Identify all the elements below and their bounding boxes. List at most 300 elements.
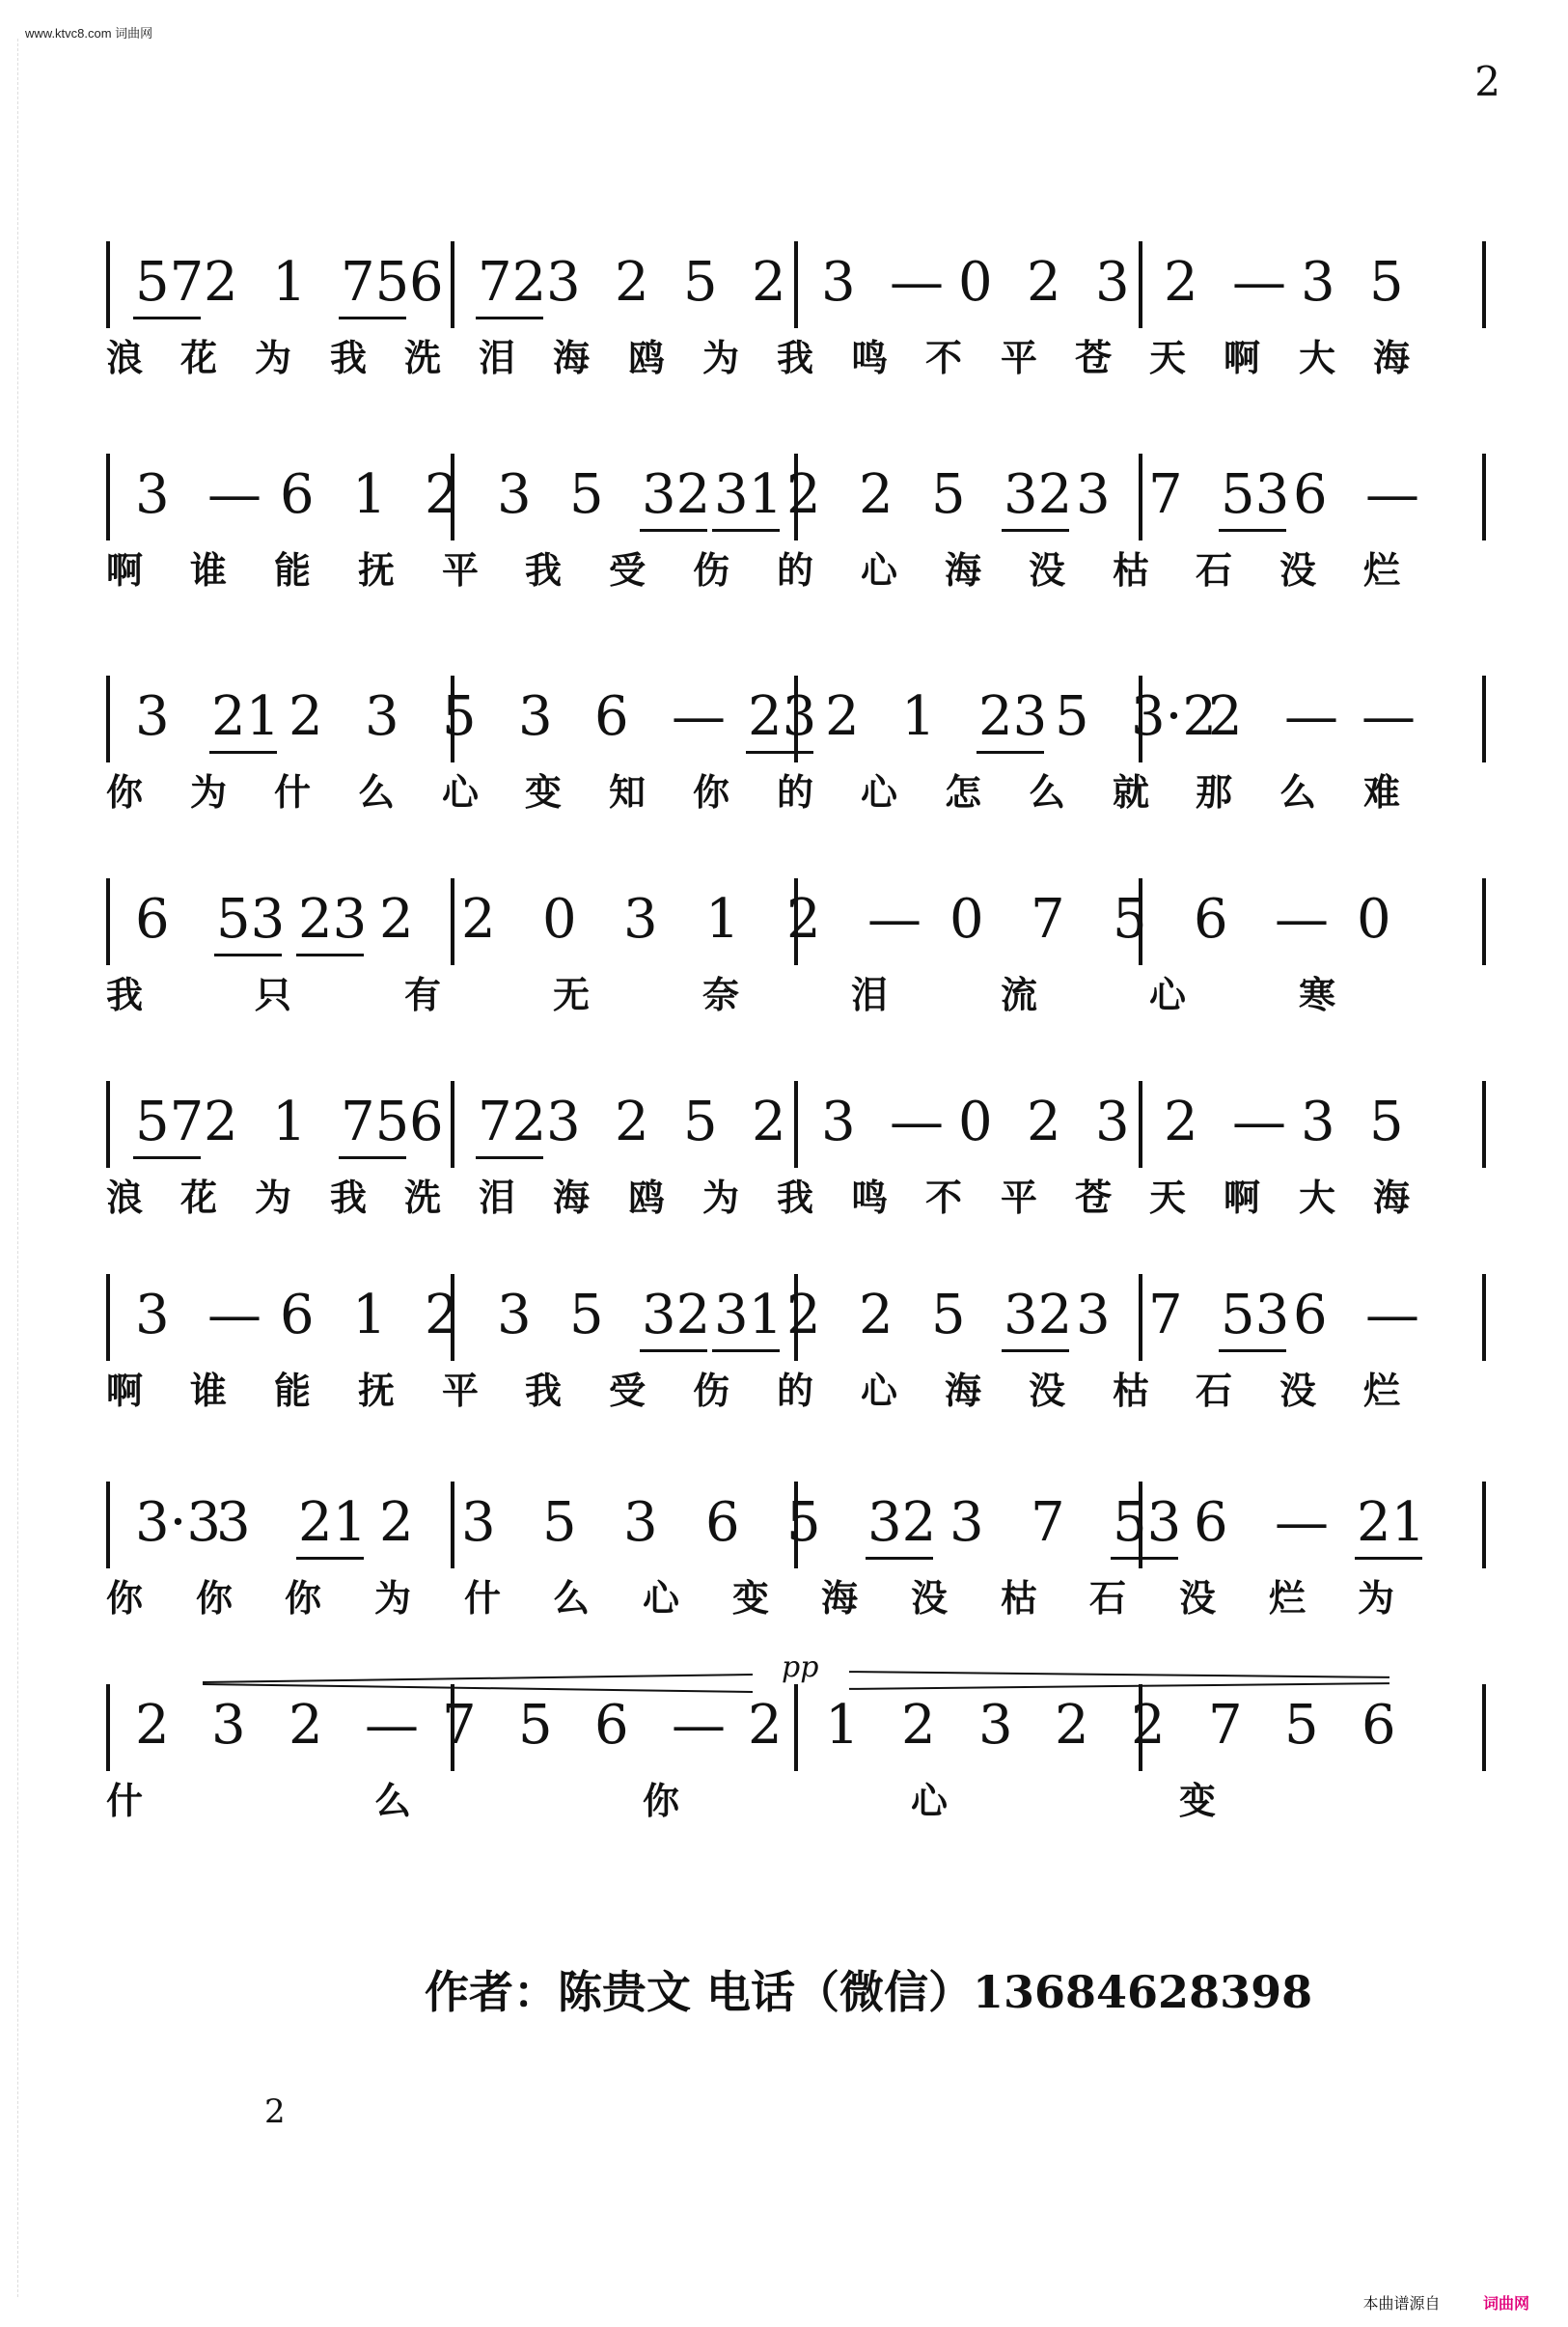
barline bbox=[1482, 1274, 1486, 1361]
lyric-char: 花 bbox=[180, 1176, 218, 1219]
note: 3 bbox=[1076, 1284, 1111, 1346]
author-contact-line: 作者：陈贵文 电话（微信）13684628398 bbox=[425, 1966, 1313, 2018]
note: 53 bbox=[216, 888, 286, 951]
note: 5 bbox=[683, 1091, 718, 1153]
note: 2 bbox=[1131, 1694, 1166, 1757]
lyric-char: 心 bbox=[643, 1576, 680, 1620]
lyric-char: 泪 bbox=[479, 336, 516, 379]
note: 1 bbox=[272, 251, 307, 314]
note: 2 bbox=[204, 1091, 238, 1153]
lyric-char: 泪 bbox=[851, 973, 889, 1016]
eighth-underline bbox=[866, 1557, 933, 1560]
lyric-char: 浪 bbox=[106, 336, 144, 379]
lyric-char: 没 bbox=[1279, 1369, 1317, 1412]
notes-row bbox=[106, 1482, 1486, 1568]
note: 2 bbox=[289, 1694, 323, 1757]
note: 53 bbox=[1221, 463, 1290, 526]
lyric-char: 为 bbox=[702, 1176, 740, 1219]
note: 57 bbox=[135, 1091, 205, 1153]
notes-row bbox=[106, 878, 1486, 965]
lyric-char: 变 bbox=[1179, 1779, 1217, 1822]
note: 2 bbox=[859, 463, 894, 526]
note: 3 bbox=[211, 1694, 246, 1757]
note: 6 bbox=[280, 1284, 315, 1346]
lyric-char: 我 bbox=[777, 336, 814, 379]
note: — bbox=[207, 463, 261, 526]
note: 21 bbox=[298, 1491, 368, 1554]
note: 6 bbox=[1194, 1491, 1228, 1554]
barline bbox=[1482, 1684, 1486, 1771]
note: 23 bbox=[978, 685, 1048, 748]
note: 7 bbox=[442, 1694, 477, 1757]
lyric-char: 为 bbox=[255, 336, 292, 379]
lyric-char: 没 bbox=[1029, 548, 1066, 592]
note: 1 bbox=[272, 1091, 307, 1153]
note: 3 bbox=[546, 1091, 581, 1153]
note: 3 bbox=[1301, 251, 1335, 314]
lyric-char: 石 bbox=[1089, 1576, 1127, 1620]
page-number-bottom: 2 bbox=[264, 2092, 286, 2131]
note: 3 bbox=[135, 463, 170, 526]
eighth-underline bbox=[209, 751, 277, 754]
lyric-char: 啊 bbox=[106, 1369, 144, 1412]
lyric-char: 烂 bbox=[1269, 1576, 1307, 1620]
lyric-char: 受 bbox=[609, 548, 646, 592]
note: — bbox=[365, 1694, 419, 1757]
lyric-char: 你 bbox=[643, 1779, 680, 1822]
note: 32 bbox=[867, 1491, 937, 1554]
note: 2 bbox=[752, 251, 786, 314]
note: 21 bbox=[1357, 1491, 1426, 1554]
lyric-char: 什 bbox=[106, 1779, 144, 1822]
lyric-char: 平 bbox=[1001, 1176, 1038, 1219]
lyric-char: 我 bbox=[330, 1176, 368, 1219]
lyric-char: 为 bbox=[190, 770, 228, 814]
lyric-char: 你 bbox=[693, 770, 730, 814]
note: — bbox=[1275, 1491, 1329, 1554]
note: 3 bbox=[546, 251, 581, 314]
barline bbox=[106, 878, 110, 965]
note: 2 bbox=[786, 463, 821, 526]
note: 6 bbox=[280, 463, 315, 526]
note: 6 bbox=[705, 1491, 740, 1554]
note: 6 bbox=[594, 1694, 629, 1757]
barline bbox=[1482, 1081, 1486, 1168]
eighth-underline bbox=[1111, 1557, 1178, 1560]
note: 6 bbox=[594, 685, 629, 748]
lyric-char: 没 bbox=[1279, 548, 1317, 592]
lyric-char: 鸣 bbox=[851, 336, 889, 379]
note: 23 bbox=[748, 685, 817, 748]
note: 31 bbox=[714, 463, 784, 526]
lyric-char: 啊 bbox=[1224, 336, 1261, 379]
eighth-underline bbox=[1219, 1349, 1286, 1352]
barline bbox=[1482, 241, 1486, 328]
lyric-char: 海 bbox=[945, 548, 982, 592]
lyric-char: 我 bbox=[525, 548, 563, 592]
notes-row bbox=[106, 454, 1486, 540]
lyric-char: 心 bbox=[1149, 973, 1187, 1016]
note: 2 bbox=[901, 1694, 936, 1757]
note: 6 bbox=[135, 888, 170, 951]
lyric-char: 鸥 bbox=[628, 1176, 666, 1219]
eighth-underline bbox=[296, 1557, 364, 1560]
note: 2 bbox=[752, 1091, 786, 1153]
notes-row bbox=[106, 1081, 1486, 1168]
lyric-char: 变 bbox=[525, 770, 563, 814]
decrescendo-hairpin-upper bbox=[849, 1671, 1389, 1678]
barline bbox=[1482, 878, 1486, 965]
note: 53 bbox=[1113, 1491, 1182, 1554]
note: 3 bbox=[1301, 1091, 1335, 1153]
barline bbox=[451, 878, 454, 965]
note: — bbox=[890, 1091, 944, 1153]
note: 3 bbox=[821, 1091, 856, 1153]
note: — bbox=[1232, 251, 1286, 314]
lyric-char: 石 bbox=[1196, 1369, 1233, 1412]
lyric-char: 么 bbox=[1029, 770, 1066, 814]
barline bbox=[106, 1081, 110, 1168]
lyric-char: 无 bbox=[553, 973, 591, 1016]
eighth-underline bbox=[214, 954, 282, 956]
note: 3 bbox=[1095, 1091, 1130, 1153]
lyric-char: 奈 bbox=[702, 973, 740, 1016]
note: 1 bbox=[705, 888, 740, 951]
note: 5 bbox=[569, 463, 604, 526]
lyric-char: 石 bbox=[1196, 548, 1233, 592]
score-system bbox=[106, 1482, 1486, 1626]
score-system bbox=[106, 241, 1486, 386]
barline bbox=[106, 1684, 110, 1771]
notes-row bbox=[106, 1684, 1486, 1771]
note: 3 bbox=[949, 1491, 984, 1554]
note: 2 bbox=[461, 888, 496, 951]
lyric-char: 为 bbox=[374, 1576, 412, 1620]
lyric-char: 为 bbox=[255, 1176, 292, 1219]
barline bbox=[451, 241, 454, 328]
lyric-char: 抚 bbox=[358, 548, 396, 592]
lyric-char: 心 bbox=[861, 1369, 898, 1412]
score-system bbox=[106, 454, 1486, 598]
note: — bbox=[1232, 1091, 1286, 1153]
lyric-char: 只 bbox=[255, 973, 292, 1016]
lyric-char: 枯 bbox=[1001, 1576, 1038, 1620]
lyric-char: 的 bbox=[777, 548, 814, 592]
note: 0 bbox=[949, 888, 984, 951]
notes-row bbox=[106, 1274, 1486, 1361]
lyric-char: 枯 bbox=[1113, 1369, 1150, 1412]
note: 32 bbox=[1004, 1284, 1073, 1346]
lyrics-row bbox=[106, 1168, 1486, 1226]
notes-row bbox=[106, 241, 1486, 328]
note: 5 bbox=[1284, 1694, 1319, 1757]
lyric-char: 我 bbox=[106, 973, 144, 1016]
lyric-char: 么 bbox=[553, 1576, 591, 1620]
source-brand: 词曲网 bbox=[1482, 2296, 1529, 2313]
lyric-char: 么 bbox=[1279, 770, 1317, 814]
barline bbox=[1482, 1482, 1486, 1568]
barline bbox=[1482, 454, 1486, 540]
note: 72 bbox=[478, 251, 547, 314]
lyric-char: 不 bbox=[925, 336, 963, 379]
barline bbox=[794, 241, 798, 328]
note: 6 bbox=[1293, 1284, 1328, 1346]
note: 3 bbox=[1076, 463, 1111, 526]
note: 7 bbox=[1031, 888, 1065, 951]
note: 32 bbox=[1004, 463, 1073, 526]
note: 2 bbox=[204, 251, 238, 314]
lyric-char: 为 bbox=[702, 336, 740, 379]
barline bbox=[106, 1274, 110, 1361]
note: 3 bbox=[216, 1491, 251, 1554]
note: 7 bbox=[1208, 1694, 1243, 1757]
note: — bbox=[672, 1694, 726, 1757]
note: 32 bbox=[642, 463, 711, 526]
note: 5 bbox=[1113, 888, 1147, 951]
note: 5 bbox=[931, 1284, 966, 1346]
note: 3 bbox=[623, 888, 658, 951]
note: 3 bbox=[497, 1284, 532, 1346]
note: 0 bbox=[542, 888, 577, 951]
note: 2 bbox=[615, 251, 649, 314]
note: 6 bbox=[409, 251, 444, 314]
lyric-char: 海 bbox=[1373, 1176, 1411, 1219]
source-label: 本曲谱源自 bbox=[1362, 2296, 1441, 2313]
note: 3 bbox=[135, 685, 170, 748]
lyric-char: 苍 bbox=[1075, 1176, 1113, 1219]
eighth-underline bbox=[746, 751, 813, 754]
note: 2 bbox=[748, 1694, 783, 1757]
lyric-char: 海 bbox=[553, 1176, 591, 1219]
lyric-char: 能 bbox=[274, 548, 312, 592]
lyric-char: 平 bbox=[442, 548, 480, 592]
note: 2 bbox=[615, 1091, 649, 1153]
lyric-char: 知 bbox=[609, 770, 646, 814]
lyric-char: 浪 bbox=[106, 1176, 144, 1219]
note: 3 bbox=[497, 463, 532, 526]
lyric-char: 流 bbox=[1001, 973, 1038, 1016]
note: 5 bbox=[1369, 251, 1404, 314]
note: 5 bbox=[518, 1694, 553, 1757]
barline bbox=[106, 1482, 110, 1568]
eighth-underline bbox=[977, 751, 1044, 754]
score-system bbox=[106, 1081, 1486, 1226]
eighth-underline bbox=[133, 317, 201, 319]
note: — bbox=[207, 1284, 261, 1346]
lyric-char: 难 bbox=[1363, 770, 1401, 814]
eighth-underline bbox=[640, 529, 707, 532]
lyric-char: 海 bbox=[553, 336, 591, 379]
lyric-char: 海 bbox=[821, 1576, 859, 1620]
barline bbox=[106, 676, 110, 762]
lyric-char: 枯 bbox=[1113, 548, 1150, 592]
lyric-char: 啊 bbox=[106, 548, 144, 592]
note: 57 bbox=[135, 251, 205, 314]
note: 2 bbox=[425, 1284, 459, 1346]
lyric-char: 平 bbox=[1001, 336, 1038, 379]
note: — bbox=[1275, 888, 1329, 951]
score-system bbox=[106, 878, 1486, 1023]
barline bbox=[1139, 454, 1142, 540]
lyrics-row bbox=[106, 540, 1486, 598]
note: 3·3 bbox=[135, 1491, 222, 1554]
lyric-char: 谁 bbox=[190, 1369, 228, 1412]
score-system bbox=[106, 676, 1486, 820]
eighth-underline bbox=[133, 1156, 201, 1159]
lyric-char: 鸣 bbox=[851, 1176, 889, 1219]
lyric-char: 就 bbox=[1113, 770, 1150, 814]
note: 2 bbox=[425, 463, 459, 526]
lyric-char: 我 bbox=[525, 1369, 563, 1412]
eighth-underline bbox=[339, 317, 406, 319]
note: 2 bbox=[379, 888, 414, 951]
note: 7 bbox=[1148, 1284, 1183, 1346]
note: — bbox=[1365, 1284, 1419, 1346]
lyrics-row bbox=[106, 328, 1486, 386]
eighth-underline bbox=[1219, 529, 1286, 532]
lyric-char: 我 bbox=[330, 336, 368, 379]
lyric-char: 没 bbox=[1179, 1576, 1217, 1620]
lyric-char: 你 bbox=[106, 1576, 144, 1620]
lyric-char: 我 bbox=[777, 1176, 814, 1219]
lyric-char: 么 bbox=[374, 1779, 412, 1822]
lyric-char: 你 bbox=[106, 770, 144, 814]
lyric-char: 你 bbox=[285, 1576, 322, 1620]
eighth-underline bbox=[1002, 1349, 1069, 1352]
note: 3 bbox=[978, 1694, 1013, 1757]
lyric-char: 天 bbox=[1149, 336, 1187, 379]
note: 5 bbox=[786, 1491, 821, 1554]
lyric-char: 谁 bbox=[190, 548, 228, 592]
barline bbox=[1139, 241, 1142, 328]
barline bbox=[451, 1482, 454, 1568]
lyric-char: 心 bbox=[861, 548, 898, 592]
note: 3 bbox=[135, 1284, 170, 1346]
lyric-char: 大 bbox=[1299, 336, 1336, 379]
note: — bbox=[1365, 463, 1419, 526]
lyric-char: 天 bbox=[1149, 1176, 1187, 1219]
lyric-char: 变 bbox=[732, 1576, 770, 1620]
lyric-char: 么 bbox=[358, 770, 396, 814]
note: 72 bbox=[478, 1091, 547, 1153]
lyric-char: 心 bbox=[911, 1779, 949, 1822]
barline bbox=[794, 1081, 798, 1168]
note: 2 bbox=[379, 1491, 414, 1554]
lyric-char: 伤 bbox=[693, 548, 730, 592]
lyric-char: 烂 bbox=[1363, 548, 1401, 592]
note: 2 bbox=[825, 685, 860, 748]
lyric-char: 那 bbox=[1196, 770, 1233, 814]
eighth-underline bbox=[640, 1349, 707, 1352]
lyric-char: 什 bbox=[464, 1576, 502, 1620]
lyric-char: 心 bbox=[442, 770, 480, 814]
note: 3 bbox=[461, 1491, 496, 1554]
eighth-underline bbox=[712, 529, 780, 532]
note: — bbox=[1284, 685, 1338, 748]
note: 0 bbox=[1357, 888, 1391, 951]
note: 32 bbox=[642, 1284, 711, 1346]
note: 2 bbox=[786, 1284, 821, 1346]
lyric-char: 啊 bbox=[1224, 1176, 1261, 1219]
lyric-char: 怎 bbox=[945, 770, 982, 814]
note: — bbox=[672, 685, 726, 748]
note: 1 bbox=[901, 685, 936, 748]
note: — bbox=[867, 888, 922, 951]
lyric-char: 什 bbox=[274, 770, 312, 814]
eighth-underline bbox=[1002, 529, 1069, 532]
note: 3 bbox=[365, 685, 399, 748]
note: 2 bbox=[859, 1284, 894, 1346]
barline bbox=[106, 241, 110, 328]
note: 0 bbox=[958, 251, 993, 314]
note: 2 bbox=[1208, 685, 1243, 748]
note: 2 bbox=[786, 888, 821, 951]
lyrics-row bbox=[106, 1771, 1486, 1829]
barline bbox=[106, 454, 110, 540]
note: 1 bbox=[352, 463, 387, 526]
note: 3·2 bbox=[1131, 685, 1218, 748]
note: 1 bbox=[825, 1694, 860, 1757]
note: 5 bbox=[1055, 685, 1089, 748]
note: 31 bbox=[714, 1284, 784, 1346]
left-watermark-strip bbox=[0, 39, 18, 2297]
lyrics-row bbox=[106, 762, 1486, 820]
note: 2 bbox=[289, 685, 323, 748]
note: 0 bbox=[958, 1091, 993, 1153]
lyric-char: 洗 bbox=[404, 336, 442, 379]
lyric-char: 平 bbox=[442, 1369, 480, 1412]
eighth-underline bbox=[339, 1156, 406, 1159]
note: 5 bbox=[442, 685, 477, 748]
barline bbox=[1139, 1274, 1142, 1361]
note: 5 bbox=[542, 1491, 577, 1554]
score-system bbox=[106, 1274, 1486, 1419]
note: 7 bbox=[1031, 1491, 1065, 1554]
note: 1 bbox=[352, 1284, 387, 1346]
note: 2 bbox=[1055, 1694, 1089, 1757]
lyric-char: 没 bbox=[911, 1576, 949, 1620]
lyric-char: 洗 bbox=[404, 1176, 442, 1219]
lyric-char: 的 bbox=[777, 1369, 814, 1412]
note: 2 bbox=[1164, 251, 1198, 314]
lyric-char: 能 bbox=[274, 1369, 312, 1412]
lyric-char: 泪 bbox=[479, 1176, 516, 1219]
note: 6 bbox=[1362, 1694, 1396, 1757]
eighth-underline bbox=[712, 1349, 780, 1352]
lyric-char: 寒 bbox=[1299, 973, 1336, 1016]
dynamic-pp: pp bbox=[782, 1650, 819, 1684]
lyric-char: 受 bbox=[609, 1369, 646, 1412]
note: 5 bbox=[683, 251, 718, 314]
lyrics-row bbox=[106, 1568, 1486, 1626]
note: 5 bbox=[569, 1284, 604, 1346]
note: — bbox=[890, 251, 944, 314]
note: — bbox=[1362, 685, 1416, 748]
lyric-char: 海 bbox=[945, 1369, 982, 1412]
barline bbox=[1482, 676, 1486, 762]
barline bbox=[1139, 1081, 1142, 1168]
note: 3 bbox=[518, 685, 553, 748]
eighth-underline bbox=[476, 317, 543, 319]
lyric-char: 抚 bbox=[358, 1369, 396, 1412]
note: 6 bbox=[409, 1091, 444, 1153]
lyric-char: 有 bbox=[404, 973, 442, 1016]
eighth-underline bbox=[1355, 1557, 1422, 1560]
note: 2 bbox=[1027, 251, 1061, 314]
lyric-char: 海 bbox=[1373, 336, 1411, 379]
note: 6 bbox=[1293, 463, 1328, 526]
lyric-char: 心 bbox=[861, 770, 898, 814]
